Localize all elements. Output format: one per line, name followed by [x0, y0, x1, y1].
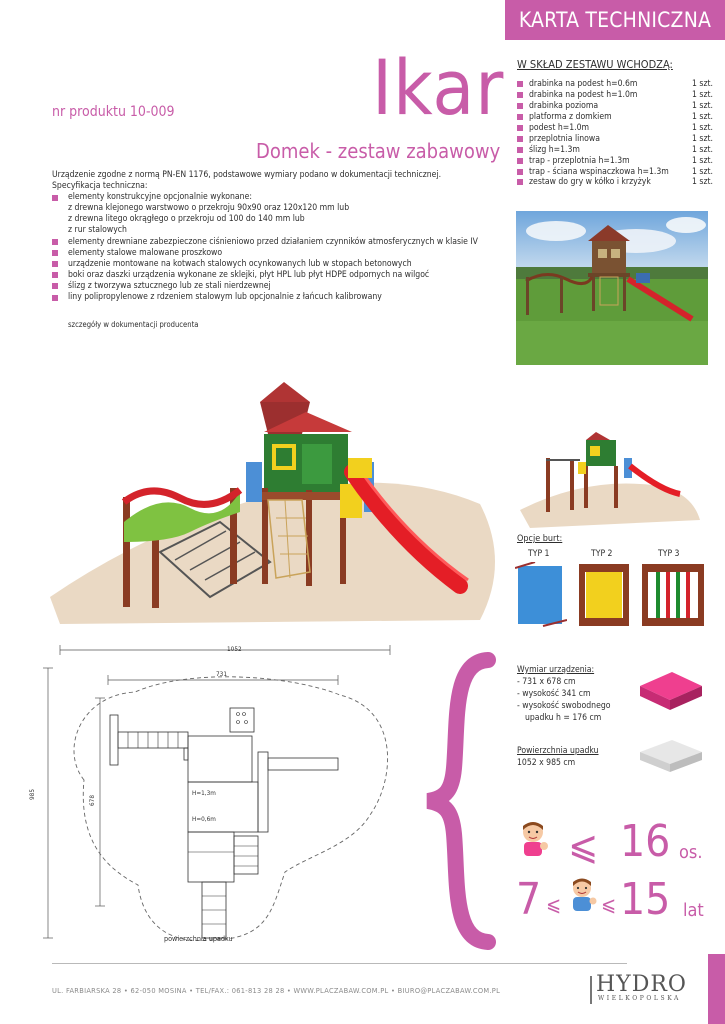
- device-size-icon: [636, 666, 706, 712]
- product-number: nr produktu 10-009: [52, 104, 175, 120]
- footer-contact: UL. FARBIARSKA 28 • 62-050 MOSINA • TEL/FAX.: 061-813 28 28 • WWW.PLACZABAW.COM.PL • BIURO@PLACZABAW.COM.PL: [52, 986, 501, 995]
- bullet-square-icon: [52, 272, 58, 278]
- technical-specification: [52, 170, 502, 303]
- plan-dimension-label: 985: [28, 789, 36, 800]
- plan-height-label: H=1,3m: [192, 789, 216, 797]
- device-dimensions: [517, 664, 610, 724]
- bullet-square-icon: [517, 114, 523, 120]
- spec-item: liny polipropylenowe z rdzeniem stalowym lub opcjonalnie z łańcuch kalibrowany: [52, 292, 502, 303]
- plan-dimension-label: 1052: [227, 645, 242, 653]
- list-item: drabinka na podest h=0.6m 1 szt.: [517, 79, 713, 90]
- panel-type-2-image: [575, 562, 633, 628]
- panel-type-label: TYP 2: [591, 549, 613, 559]
- spec-subitem: z drewna klejonego warstwowo o przekroju 90x90 oraz 120x120 mm lub: [68, 203, 350, 214]
- spec-subitem: z rur stalowych: [68, 225, 127, 236]
- panel-options-title: Opcje burt:: [517, 534, 563, 544]
- plan-height-label: H=0,6m: [192, 815, 216, 823]
- components-heading: W SKŁAD ZESTAWU WCHODZĄ:: [517, 58, 673, 71]
- components-list: [517, 79, 713, 188]
- company-logo: HYDRO: [596, 972, 687, 997]
- bullet-square-icon: [52, 261, 58, 267]
- child-avatar-icon: [566, 876, 598, 916]
- age-max: 15: [620, 874, 671, 925]
- fall-area-size: 1052 x 985 cm: [517, 758, 576, 769]
- bullet-square-icon: [517, 103, 523, 109]
- spec-note: szczegóły w dokumentacji producenta: [68, 320, 199, 329]
- age-min: 7: [516, 874, 542, 925]
- document-type-banner: KARTA TECHNICZNA: [505, 0, 725, 40]
- list-item: platforma z domkiem 1 szt.: [517, 112, 713, 123]
- max-users-unit: os.: [679, 842, 703, 863]
- panel-type-3-image: [640, 562, 706, 628]
- less-or-equal-icon: ⩽: [601, 892, 617, 916]
- product-render: [40, 372, 510, 632]
- list-item: zestaw do gry w kółko i krzyżyk 1 szt.: [517, 177, 713, 188]
- list-item: ślizg h=1.3m 1 szt.: [517, 144, 713, 155]
- dimensions-heading: Wymiar urządzenia:: [517, 665, 595, 675]
- dimension-height: - wysokość 341 cm: [517, 689, 591, 700]
- product-render-small: [520, 430, 710, 530]
- list-item: podest h=1.0m 1 szt.: [517, 123, 713, 134]
- list-item: drabinka pozioma 1 szt.: [517, 101, 713, 112]
- spec-heading: Specyfikacja techniczna:: [52, 181, 148, 192]
- list-item: trap - ściana wspinaczkowa h=1.3m 1 szt.: [517, 166, 713, 177]
- accent-strip: [708, 954, 725, 1024]
- plan-dimension-label: 678: [88, 795, 96, 806]
- product-subtitle: Domek - zestaw zabawowy: [256, 139, 501, 163]
- list-item: przeplotnia linowa 1 szt.: [517, 133, 713, 144]
- fall-area: [517, 745, 599, 769]
- panel-type-1-image: [515, 562, 567, 628]
- fall-area-heading: Powierzchnia upadku: [517, 746, 599, 756]
- less-or-equal-icon: ⩽: [546, 892, 562, 916]
- spec-item: ślizg z tworzywa sztucznego lub ze stali nierdzewnej: [52, 281, 502, 292]
- age-unit: lat: [683, 900, 704, 921]
- bullet-square-icon: [52, 250, 58, 256]
- bullet-square-icon: [52, 283, 58, 289]
- footer-divider: [52, 963, 627, 964]
- panel-type-label: TYP 1: [528, 549, 550, 559]
- brace-decoration: [418, 652, 498, 950]
- product-photo: [516, 211, 708, 365]
- bullet-square-icon: [517, 81, 523, 87]
- dimension-free-fall: - wysokość swobodnego: [517, 701, 611, 712]
- dimension-size: - 731 x 678 cm: [517, 677, 576, 688]
- bullet-square-icon: [517, 125, 523, 131]
- product-title: Ikar: [372, 43, 505, 132]
- bullet-square-icon: [517, 147, 523, 153]
- panel-type-label: TYP 3: [658, 549, 680, 559]
- company-logo-subtitle: WIELKOPOLSKA: [598, 995, 681, 1002]
- less-or-equal-icon: ⩽: [568, 823, 599, 869]
- plan-dimension-label: 731: [216, 670, 227, 678]
- spec-item: boki oraz daszki urządzenia wykonane ze sklejki, płyt HPL lub płyt HDPE odpornych na wilgoć: [52, 270, 502, 281]
- bullet-square-icon: [517, 158, 523, 164]
- bullet-square-icon: [517, 169, 523, 175]
- spec-item: elementy stalowe malowane proszkowo: [52, 248, 502, 259]
- bullet-square-icon: [52, 239, 58, 245]
- child-avatar-icon: [516, 820, 550, 862]
- max-users-count: 16: [620, 816, 671, 867]
- spec-subitem: z drewna litego okrągłego o przekroju od 100 do 140 mm lub: [68, 214, 305, 225]
- spec-item: elementy konstrukcyjne opcjonalnie wykonane:: [52, 192, 502, 203]
- spec-item: elementy drewniane zabezpieczone ciśnieniowo przed działaniem czynników atmosferycznych w klasie IV: [52, 237, 502, 248]
- bullet-square-icon: [52, 195, 58, 201]
- logo-divider: [590, 976, 592, 1004]
- fall-surface-label: powierzchnia upadku: [164, 934, 233, 943]
- bullet-square-icon: [517, 179, 523, 185]
- bullet-square-icon: [517, 92, 523, 98]
- fall-area-icon: [636, 738, 706, 774]
- bullet-square-icon: [517, 136, 523, 142]
- dimension-free-fall-value: upadku h = 176 cm: [525, 713, 602, 724]
- spec-item: urządzenie montowane na kotwach stalowych ocynkowanych lub w stopach betonowych: [52, 259, 502, 270]
- list-item: trap - przeplotnia h=1.3m 1 szt.: [517, 155, 713, 166]
- spec-intro: Urządzenie zgodne z normą PN-EN 1176, podstawowe wymiary podano w dokumentacji technicznej.: [52, 170, 442, 180]
- bullet-square-icon: [52, 295, 58, 301]
- list-item: drabinka na podest h=1.0m 1 szt.: [517, 90, 713, 101]
